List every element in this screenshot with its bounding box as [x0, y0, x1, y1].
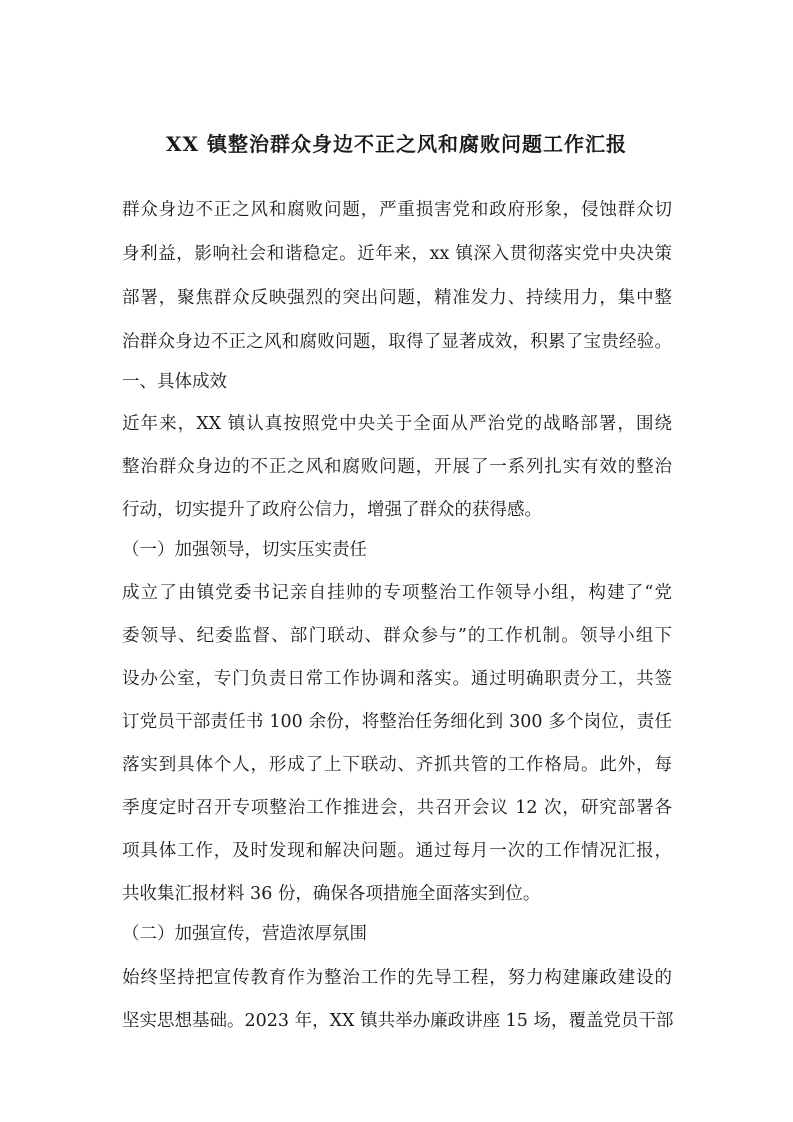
subsection-heading-2: （二）加强宣传，营造浓厚氛围	[122, 924, 367, 944]
body-line-11: 委领导、纪委监督、部门联动、群众参与”的工作机制。领导小组下	[122, 626, 672, 646]
body-line-6: 近年来，XX 镇认真按照党中央关于全面从严治党的战略部署，围绕	[122, 414, 672, 434]
body-line-1: 群众身边不正之风和腐败问题，严重损害党和政府形象，侵蚀群众切	[122, 200, 672, 220]
body-line-16: 项具体工作，及时发现和解决问题。通过每月一次的工作情况汇报，	[122, 841, 672, 861]
subsection-heading-1: （一）加强领导，切实压实责任	[122, 540, 367, 560]
body-line-13: 订党员干部责任书 100 余份，将整治任务细化到 300 多个岗位，责任	[122, 712, 672, 732]
body-line-7: 整治群众身边的不正之风和腐败问题，开展了一系列扎实有效的整治	[122, 457, 672, 477]
body-line-3: 部署，聚焦群众反映强烈的突出问题，精准发力、持续用力，集中整	[122, 288, 672, 308]
body-line-19: 始终坚持把宣传教育作为整治工作的先导工程，努力构建廉政建设的	[122, 968, 672, 988]
document-title: XX 镇整治群众身边不正之风和腐败问题工作汇报	[166, 132, 627, 156]
body-line-4: 治群众身边不正之风和腐败问题，取得了显著成效，积累了宝贵经验。	[122, 332, 672, 352]
body-line-14: 落实到具体个人，形成了上下联动、齐抓共管的工作格局。此外，每	[122, 755, 672, 775]
body-line-12: 设办公室，专门负责日常工作协调和落实。通过明确职责分工，共签	[122, 669, 672, 689]
body-line-20: 坚实思想基础。2023 年，XX 镇共举办廉政讲座 15 场，覆盖党员干部	[122, 1011, 674, 1031]
body-line-15: 季度定时召开专项整治工作推进会，共召开会议 12 次，研究部署各	[122, 798, 672, 818]
body-line-17: 共收集汇报材料 36 份，确保各项措施全面落实到位。	[122, 884, 541, 904]
section-heading-1: 一、具体成效	[122, 372, 227, 392]
body-line-10: 成立了由镇党委书记亲自挂帅的专项整治工作领导小组，构建了“党	[122, 583, 672, 603]
body-line-8: 行动，切实提升了政府公信力，增强了群众的获得感。	[122, 500, 542, 520]
body-line-2: 身利益，影响社会和谐稳定。近年来，xx 镇深入贯彻落实党中央决策	[122, 244, 672, 264]
